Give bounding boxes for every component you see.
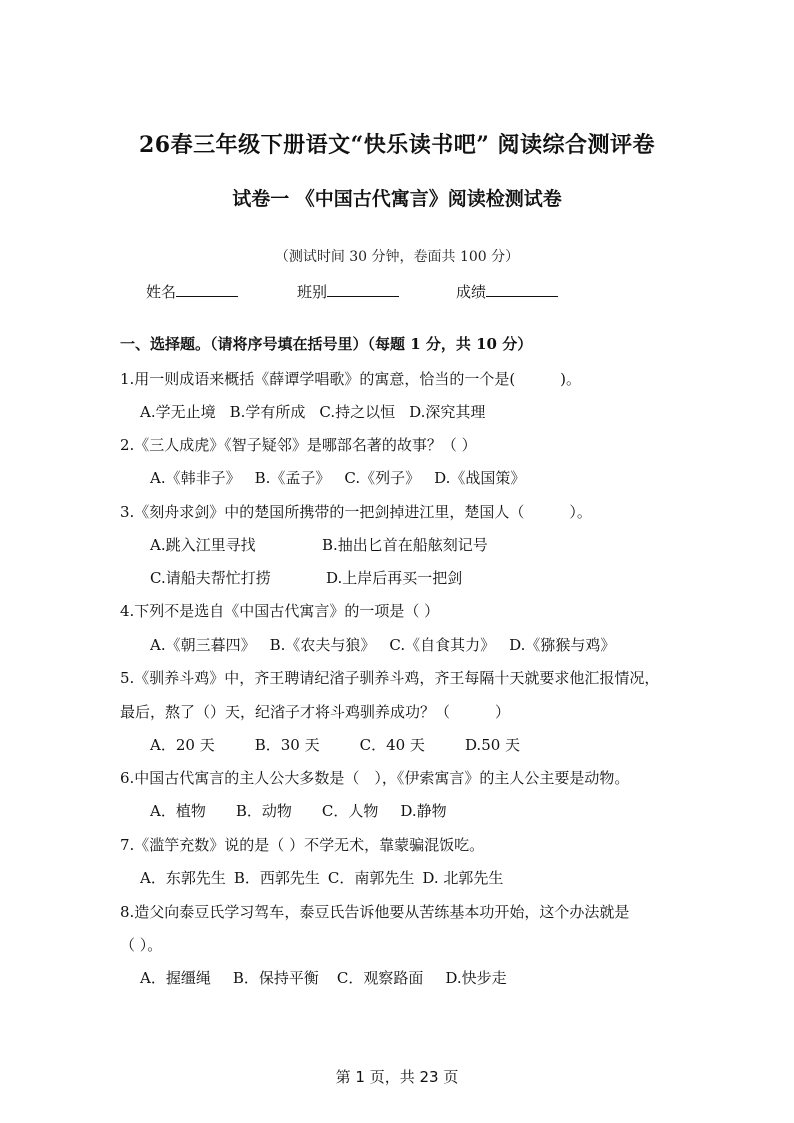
option-c[interactable]: C.《自食其力》 (389, 636, 496, 654)
name-blank[interactable] (176, 282, 238, 297)
option-d[interactable]: D.上岸后再买一把剑 (326, 569, 463, 587)
option-b[interactable]: B．30 天 (254, 736, 320, 754)
name-label: 姓名 (146, 283, 177, 301)
exam-meta: （测试时间 30 分钟，卷面共 100 分） (274, 249, 520, 265)
question-7: 7.《滥竽充数》说的是（ ）不学无术，靠蒙骗混饭吃。 (120, 836, 485, 854)
option-d[interactable]: D.《战国策》 (434, 469, 526, 487)
option-d[interactable]: D.深究其理 (409, 403, 486, 421)
page-subtitle: 试卷一 《中国古代寓言》阅读检测试卷 (232, 188, 562, 210)
option-a[interactable]: A．东郭先生 (140, 869, 226, 887)
option-b[interactable]: B．动物 (235, 802, 292, 820)
question-2-options (150, 467, 539, 488)
option-c[interactable]: C．人物 (321, 802, 379, 820)
class-label: 班别 (297, 283, 328, 301)
score-blank[interactable] (486, 282, 558, 297)
option-d[interactable]: D.快步走 (445, 969, 507, 987)
option-c[interactable]: C.持之以恒 (319, 403, 396, 421)
option-d[interactable]: D.《猕猴与鸡》 (509, 636, 616, 654)
question-1-options (140, 401, 499, 422)
question-4-options (150, 634, 629, 655)
question-2: 2.《三人成虎》《智子疑邻》是哪部名著的故事？（ ） (120, 436, 477, 454)
score-field[interactable] (456, 281, 558, 302)
option-c[interactable]: C．观察路面 (336, 969, 424, 987)
option-c[interactable]: C．南郭先生 (327, 869, 415, 887)
option-c[interactable]: C．40 天 (359, 736, 425, 754)
option-a[interactable]: A.《朝三暮四》 (150, 636, 256, 654)
page-number: 第 1 页，共 23 页 (335, 1068, 459, 1086)
question-3: 3.《刻舟求剑》中的楚国所携带的一把剑掉进江里，楚国人（ ）。 (120, 503, 592, 521)
option-b[interactable]: B．西郭先生 (233, 869, 320, 887)
question-4: 4.下列不是选自《中国古代寓言》的一项是（ ） (120, 602, 440, 620)
question-5-line-2: 最后，熬了（）天，纪渻子才将斗鸡驯养成功？（ ） (120, 703, 511, 721)
option-d[interactable]: D. 北郭先生 (422, 869, 504, 887)
option-b[interactable]: B.学有所成 (229, 403, 306, 421)
class-field[interactable] (297, 281, 399, 302)
question-8-options (140, 967, 521, 988)
question-8-line-2: （ ）。 (120, 936, 163, 954)
option-d[interactable]: D.50 天 (464, 736, 521, 754)
question-7-options (140, 867, 517, 888)
option-b[interactable]: B．保持平衡 (232, 969, 319, 987)
option-a[interactable]: A．握缰绳 (140, 969, 211, 987)
option-a[interactable]: A．20 天 (150, 736, 215, 754)
option-d[interactable]: D.静物 (400, 802, 447, 820)
option-b[interactable]: B.《农夫与狼》 (269, 636, 376, 654)
option-a[interactable]: A.学无止境 (140, 403, 216, 421)
question-8-line-1: 8.造父向泰豆氏学习驾车，泰豆氏告诉他要从苦练基本功开始，这个办法就是 (120, 903, 630, 921)
option-c[interactable]: C.请船夫帮忙打捞 (150, 569, 271, 587)
option-c[interactable]: C.《列子》 (344, 469, 421, 487)
option-a[interactable]: A.《韩非子》 (150, 469, 241, 487)
option-b[interactable]: B.《孟子》 (254, 469, 331, 487)
question-6: 6.中国古代寓言的主人公大多数是（ ），《伊索寓言》的主人公主要是动物。 (120, 769, 630, 787)
option-a[interactable]: A.跳入江里寻找 (150, 536, 256, 554)
name-field[interactable] (146, 281, 238, 302)
page-title: 26春三年级下册语文“快乐读书吧” 阅读综合测评卷 (138, 132, 656, 158)
question-6-options (150, 800, 461, 821)
option-a[interactable]: A．植物 (150, 802, 206, 820)
question-5-options (150, 734, 534, 755)
class-blank[interactable] (327, 282, 399, 297)
section-heading: 一、选择题。（请将序号填在括号里）（每题 1 分，共 10 分） (120, 335, 533, 353)
score-label: 成绩 (456, 283, 487, 301)
question-1: 1.用一则成语来概括《薛谭学唱歌》的寓意，恰当的一个是( )。 (120, 370, 582, 388)
option-b[interactable]: B.抽出匕首在船舷刻记号 (322, 536, 488, 554)
question-5-line-1: 5.《驯养斗鸡》中，齐王聘请纪渻子驯养斗鸡，齐王每隔十天就要求他汇报情况， (120, 669, 660, 687)
